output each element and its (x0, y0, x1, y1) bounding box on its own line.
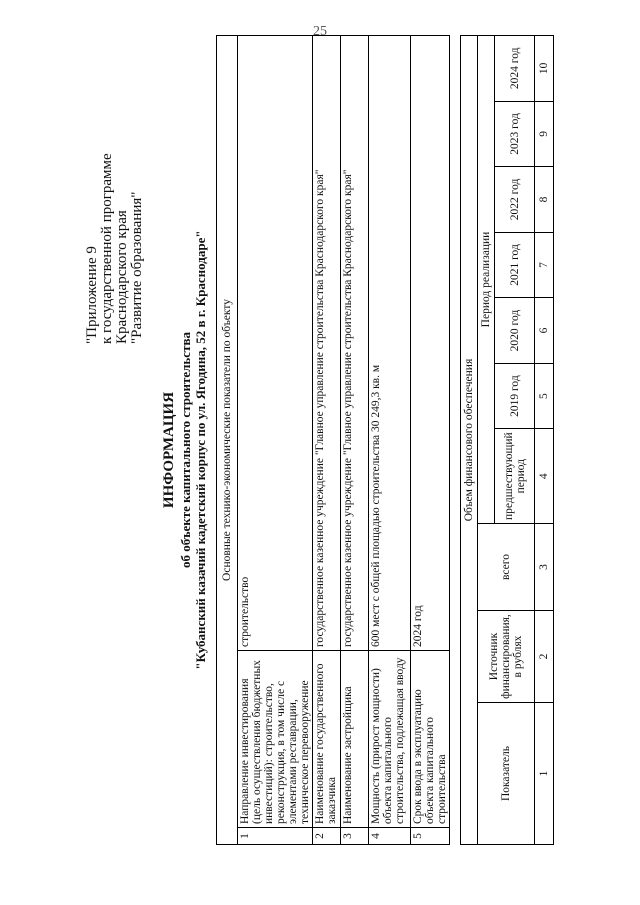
period-column: 2020 год (495, 298, 535, 364)
tech-header-row (217, 36, 238, 845)
row-label: Наименование застройщика (341, 651, 369, 828)
finance-header-row (461, 36, 478, 845)
period-column: 2023 год (495, 101, 535, 167)
tech-row (369, 36, 411, 845)
appendix-line: Краснодарского края (114, 210, 130, 344)
document-subtitle: об объекте капитального строительства (178, 332, 193, 568)
column-number: 4 (535, 429, 554, 524)
row-number: 4 (369, 828, 411, 845)
row-label: Мощность (прирост мощности) объекта капитального строительства, подлежащая вводу (369, 651, 411, 828)
tech-row (341, 36, 369, 845)
row-number: 3 (341, 828, 369, 845)
tech-row (411, 36, 450, 845)
document-title: ИНФОРМАЦИЯ (161, 391, 177, 509)
period-column: 2024 год (495, 36, 535, 102)
fin-section-header: Объем финансового обеспечения (461, 36, 478, 845)
column-number: 6 (535, 298, 554, 364)
row-value: государственное казенное учреждение "Главное управление строительства Краснодарского края" (313, 36, 341, 651)
period-header: Период реализации (478, 36, 495, 524)
column-number: 2 (535, 611, 554, 703)
tech-row (313, 36, 341, 845)
source-header: Источник финансирования, в рублях (478, 611, 535, 703)
row-label: Направление инвестирования (цель осуществления бюджетных инвестиций): строительство, реконструкция, в том числе с элементами реставрации, техническое перевооружение (238, 651, 313, 828)
row-value: 2024 год (411, 36, 450, 651)
finance-header-row (478, 36, 495, 845)
period-column: 2021 год (495, 232, 535, 298)
column-number: 9 (535, 101, 554, 167)
appendix-line: "Развитие образования" (129, 191, 145, 344)
row-label: Наименование государственного заказчика (313, 651, 341, 828)
column-number: 1 (535, 703, 554, 845)
appendix-line: "Приложение 9 (84, 246, 100, 344)
finance-table (460, 35, 554, 845)
period-column: предшествующий период (495, 429, 535, 524)
tech-section-header: Основные технико-экономические показатели по объекту (217, 36, 238, 845)
tech-row (238, 36, 313, 845)
appendix-line: к государственной программе (99, 153, 115, 344)
appendix-block (85, 153, 145, 344)
row-value: государственное казенное учреждение "Главное управление строительства Краснодарского края" (341, 36, 369, 651)
row-number: 5 (411, 828, 450, 845)
column-number: 5 (535, 363, 554, 429)
column-number-row (535, 36, 554, 845)
indicator-header: Показатель (478, 703, 535, 845)
column-number: 8 (535, 167, 554, 233)
row-value: строительство (238, 36, 313, 651)
period-column: 2022 год (495, 167, 535, 233)
page-number: 25 (313, 24, 327, 39)
rotated-document (45, 20, 565, 880)
column-number: 3 (535, 524, 554, 611)
period-column: 2019 год (495, 363, 535, 429)
tech-table (216, 35, 450, 845)
total-header: всего (478, 524, 535, 611)
row-label: Срок ввода в эксплуатацию объекта капитального строительства (411, 651, 450, 828)
row-number: 2 (313, 828, 341, 845)
row-value: 600 мест с общей площадью строительства 30 249,3 кв. м (369, 36, 411, 651)
row-number: 1 (238, 828, 313, 845)
object-name: "Кубанский казачий кадетский корпус по ул. Ягодина, 52 в г. Краснодаре" (193, 230, 208, 670)
column-number: 10 (535, 36, 554, 102)
column-number: 7 (535, 232, 554, 298)
